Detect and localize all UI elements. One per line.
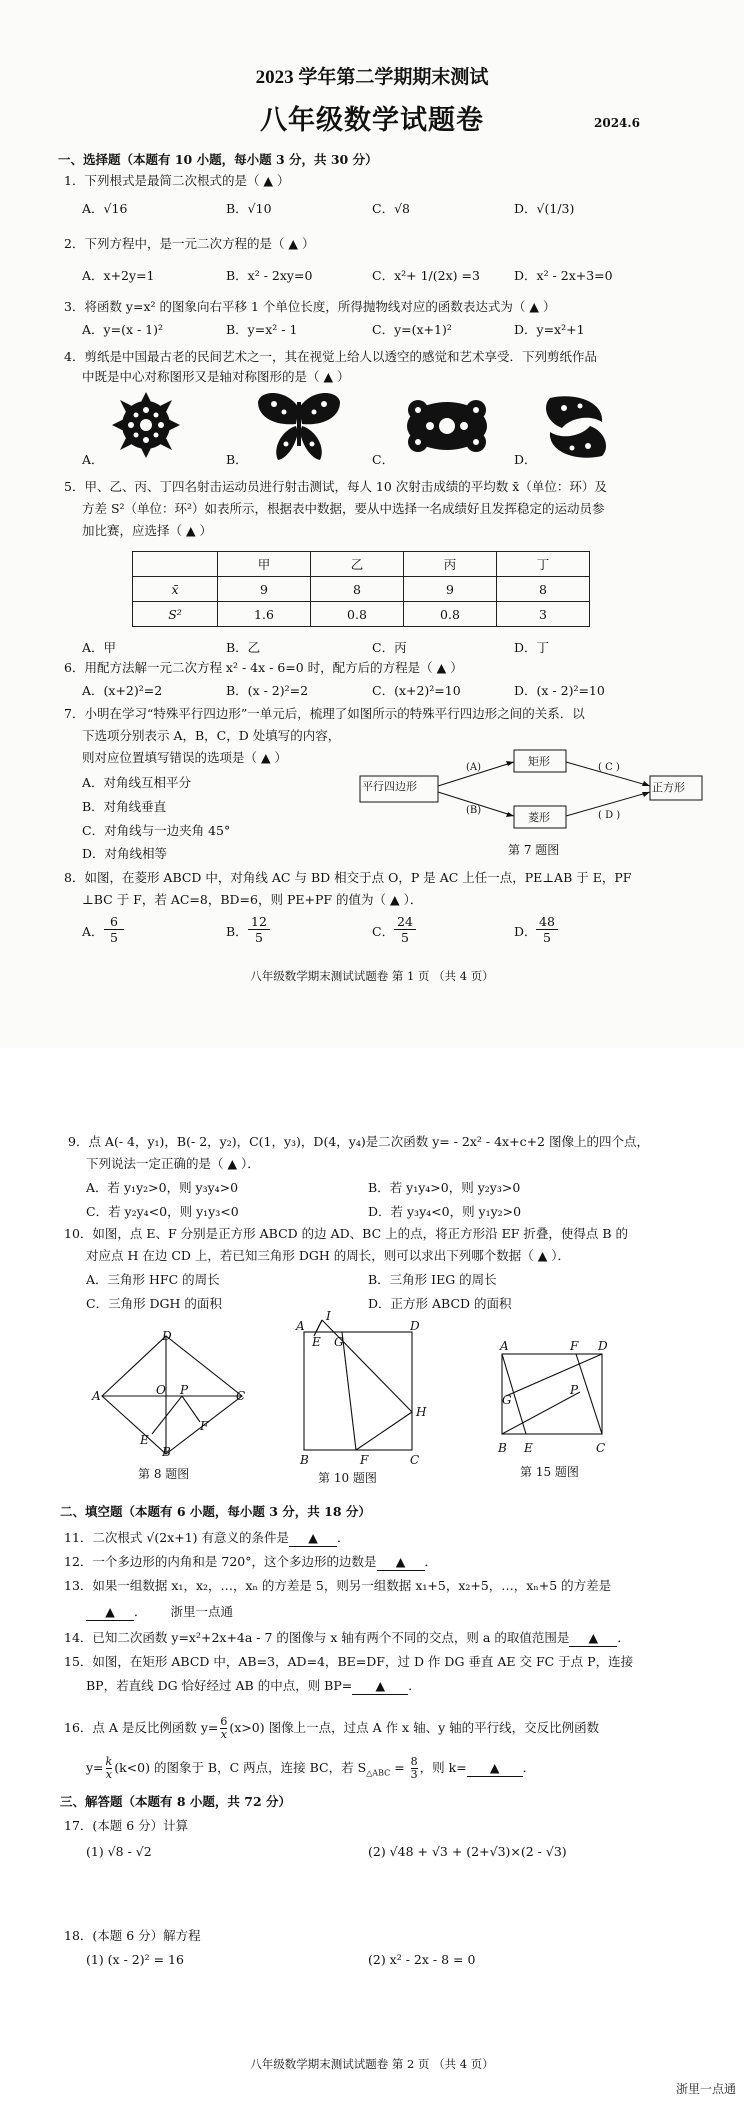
fig15-label-g: G — [502, 1393, 512, 1407]
q16-stem-line1b: (x>0) 图像上一点，过点 A 作 x 轴、y 轴的平行线，交反比例函数 — [229, 1720, 600, 1735]
q11-answer-blank[interactable]: ▲ — [289, 1530, 337, 1547]
q7-option-d: D．对角线相等 — [82, 846, 168, 861]
fig15-label-b: B — [498, 1441, 507, 1455]
q8-option-a — [82, 924, 104, 940]
q5-table-cell: 丙 — [404, 552, 497, 577]
q8-option-d — [514, 924, 537, 940]
q18-stem: 18．(本题 6 分）解方程 — [64, 1928, 201, 1943]
q11-end: ． — [337, 1530, 350, 1545]
q12-end: ． — [424, 1554, 438, 1569]
q2-option-a: A．x+2y=1 — [82, 268, 155, 283]
fig8-label-f: F — [200, 1419, 209, 1433]
fig8-label-c: C — [236, 1389, 246, 1403]
q2-stem: 2．下列方程中，是一元二次方程的是（ ▲ ） — [64, 236, 315, 251]
q8-option-b — [226, 924, 248, 940]
q3-option-d: D．y=x²+1 — [514, 322, 585, 337]
fraction-numerator: 12 — [248, 914, 270, 930]
q5-table-cell: 3 — [497, 602, 590, 627]
fig8-label-a: A — [92, 1389, 101, 1403]
q5-table-cell: 丁 — [497, 552, 590, 577]
fig10-label-g: G — [334, 1335, 344, 1349]
q11-line — [64, 1530, 350, 1547]
q5-table-cell: x̄ — [133, 577, 218, 602]
q5-table-cell: 0.8 — [311, 602, 404, 627]
fig15-label-f: F — [570, 1339, 579, 1353]
q5-table-cell: 8 — [311, 577, 404, 602]
q16-fraction-2 — [106, 1756, 113, 1781]
fig15-label-e: E — [524, 1441, 533, 1455]
q4-stem-line2: 中既是中心对称图形又是轴对称图形的是（ ▲ ） — [82, 369, 350, 384]
q7-option-b: B．对角线垂直 — [82, 799, 167, 814]
fig15-label-d: D — [598, 1339, 608, 1353]
q6-option-c: C．(x+2)²=10 — [372, 683, 461, 698]
q3-stem: 3．将函数 y=x² 的图象向右平移 1 个单位长度，所得抛物线对应的函数表达式为（ ▲ ） — [64, 299, 556, 314]
q16-fraction-1 — [220, 1716, 227, 1741]
q2-option-b: B．x² - 2xy=0 — [226, 268, 313, 283]
q5-table-cell: 0.8 — [404, 602, 497, 627]
q1-option-c: C．√8 — [372, 201, 410, 216]
papercut-b-butterfly-image — [256, 388, 342, 464]
fig15-label-p: P — [570, 1383, 579, 1397]
papercut-d-image — [540, 392, 612, 462]
q5-option-d: D．丁 — [514, 640, 550, 655]
q16-answer-blank[interactable]: ▲ — [467, 1760, 523, 1777]
q11-stem: 11．二次根式 √(2x+1) 有意义的条件是 — [64, 1530, 290, 1545]
q8-stem-line2: ⊥BC 于 F，若 AC=8，BD=6，则 PE+PF 的值为（ ▲ ）． — [82, 892, 423, 907]
q13-answer-blank[interactable]: ▲ — [86, 1604, 134, 1621]
q18-part1: (1) (x - 2)² = 16 — [86, 1952, 184, 1967]
page1-footer: 八年级数学期末测试试题卷 第 1 页 （共 4 页） — [250, 969, 494, 983]
q13-line2 — [86, 1604, 233, 1621]
q4-option-b: B． — [226, 452, 248, 467]
q3-option-c: C．y=(x+1)² — [372, 322, 452, 337]
q10-stem-line2: 对应点 H 在边 CD 上，若已知三角形 DGH 的周长，则可以求出下列哪个数据（ ▲ ）． — [86, 1248, 571, 1263]
q9-stem-line2: 下列说法一定正确的是（ ▲ ）． — [86, 1156, 260, 1171]
q4-option-c: C． — [372, 452, 395, 467]
q10-option-b: B．三角形 IEG 的周长 — [368, 1272, 497, 1287]
q5-table-cell: 8 — [497, 577, 590, 602]
exam-date: 2024.6 — [594, 116, 640, 130]
fig8-label-e: E — [140, 1433, 149, 1447]
q8-option-letter: A． — [82, 924, 104, 939]
fig10-label-d: D — [410, 1319, 420, 1333]
fig8-label-b: B — [162, 1445, 171, 1459]
fraction-numerator: k — [105, 1755, 113, 1768]
q8-option-letter: B． — [226, 924, 248, 939]
exam-page-2 — [0, 1048, 744, 2104]
q15-line2 — [86, 1678, 421, 1695]
q5-stem-line3: 加比赛，应选择（ ▲ ） — [82, 523, 213, 538]
q13-end: ． — [134, 1604, 147, 1619]
q14-answer-blank[interactable]: ▲ — [569, 1630, 617, 1647]
q8-stem-line1: 8．如图，在菱形 ABCD 中，对角线 AC 与 BD 相交于点 O，P 是 AC 上任一点，PE⊥AB 于 E，PF — [64, 870, 632, 885]
fraction-numerator: 6 — [220, 1715, 228, 1728]
q12-stem: 12．一个多边形的内角和是 720°，这个多边形的边数是 — [64, 1554, 377, 1569]
q4-option-d: D． — [514, 452, 537, 467]
q9-option-d: D．若 y₃y₄<0，则 y₁y₂>0 — [368, 1204, 522, 1219]
fraction-numerator: 24 — [394, 914, 416, 930]
fig10-label-i: I — [326, 1309, 331, 1323]
fig10-label-f: F — [360, 1453, 369, 1467]
fig15-caption: 第 15 题图 — [520, 1465, 579, 1479]
q3-option-a: A．y=(x - 1)² — [82, 322, 163, 337]
q15-answer-blank[interactable]: ▲ — [352, 1678, 408, 1695]
q14-end: ． — [617, 1630, 630, 1645]
q1-option-b: B．√10 — [226, 201, 272, 216]
q6-option-a: A．(x+2)²=2 — [82, 683, 163, 698]
fraction-denominator: 5 — [401, 930, 409, 945]
q7-figure-caption: 第 7 题图 — [508, 843, 560, 857]
q8-option-letter: C． — [372, 924, 395, 939]
q5-option-c: C．丙 — [372, 640, 407, 655]
q18-part2: (2) x² - 2x - 8 = 0 — [368, 1952, 476, 1967]
q8-option-a-fraction — [104, 914, 124, 945]
fig10-caption: 第 10 题图 — [318, 1471, 377, 1485]
fig10-label-h: H — [416, 1405, 427, 1419]
fraction-numerator: 48 — [536, 914, 558, 930]
q16-stem-line2c: = — [390, 1760, 409, 1775]
fraction-numerator: 8 — [410, 1755, 418, 1768]
fig8-caption: 第 8 题图 — [138, 1467, 190, 1481]
fig10-label-a: A — [296, 1319, 305, 1333]
q8-option-d-fraction — [536, 914, 558, 945]
q10-option-a: A．三角形 HFC 的周长 — [86, 1272, 220, 1287]
q4-option-a: A． — [82, 452, 104, 467]
q5-table-cell: S² — [133, 602, 218, 627]
q8-option-c — [372, 924, 394, 940]
section1-heading: 一、选择题（本题有 10 小题，每小题 3 分，共 30 分） — [58, 152, 378, 167]
q17-part1: (1) √8 - √2 — [86, 1844, 152, 1859]
q5-table-mean-row — [133, 577, 590, 602]
q16-line1 — [64, 1716, 599, 1741]
q16-stem-line2b: (k<0) 的图象于 B，C 两点，连接 BC，若 S — [114, 1760, 367, 1775]
papercut-a-image — [108, 390, 184, 460]
q5-data-table — [132, 551, 590, 627]
q5-table-cell: 9 — [404, 577, 497, 602]
q7-rectangle-label: 矩形 — [528, 755, 550, 768]
fig10-label-e: E — [312, 1335, 321, 1349]
fig15-rectangle-diagram — [498, 1348, 608, 1440]
q6-option-b: B．(x - 2)²=2 — [226, 683, 309, 698]
q13-inline-watermark: 浙里一点通 — [170, 1604, 234, 1619]
q8-option-letter: D． — [514, 924, 537, 939]
q16-stem-line2a: y= — [86, 1760, 104, 1775]
fraction-denominator: x — [105, 1768, 112, 1781]
section2-heading: 二、填空题（本题有 6 小题，每小题 3 分，共 18 分） — [60, 1504, 371, 1519]
q14-stem: 14．已知二次函数 y=x²+2x+4a - 7 的图像与 x 轴有两个不同的交点，则 a 的取值范围是 — [64, 1630, 570, 1645]
fig15-label-c: C — [596, 1441, 606, 1455]
q9-option-b: B．若 y₁y₄>0，则 y₂y₃>0 — [368, 1180, 521, 1195]
section3-heading: 三、解答题（本题有 8 小题，共 72 分） — [60, 1794, 292, 1809]
q17-part2: (2) √48 + √3 + (2+√3)×(2 - √3) — [368, 1844, 567, 1859]
q14-line — [64, 1630, 630, 1647]
q7-stem-line3: 则对应位置填写错误的选项是（ ▲ ） — [82, 750, 288, 765]
q15-stem-line1: 15．如图，在矩形 ABCD 中，AB=3，AD=4，BE=DF，过 D 作 DG 垂直 AE 交 FC 于点 P，连接 — [64, 1654, 634, 1669]
q13-stem-line1: 13．如果一组数据 x₁，x₂，…，xₙ 的方差是 5，则另一组数据 x₁+5，x₂+5，…，xₙ+5 的方差是 — [64, 1578, 612, 1593]
q15-stem-line2: BP，若直线 DG 恰好经过 AB 的中点，则 BP= — [86, 1678, 353, 1693]
q1-stem: 1．下列根式是最简二次根式的是（ ▲ ） — [64, 173, 290, 188]
fraction-denominator: 5 — [255, 930, 263, 945]
q8-option-b-fraction — [248, 914, 270, 945]
q7-arrow-label-c: ( C ) — [598, 762, 620, 773]
q16-line2 — [86, 1756, 535, 1782]
exam-page-1 — [0, 0, 744, 1048]
q10-option-c: C．三角形 DGH 的面积 — [86, 1296, 222, 1311]
fig15-label-a: A — [500, 1339, 509, 1353]
q16-subscript: △ABC — [366, 1768, 391, 1778]
q5-table-cell — [133, 552, 218, 577]
q1-option-d: D．√(1/3) — [514, 201, 575, 216]
q2-option-c: C．x²+ 1/(2x) =3 — [372, 268, 480, 283]
q7-stem-line1: 7．小明在学习“特殊平行四边形”一单元后，梳理了如图所示的特殊平行四边形之间的关系．以 — [64, 706, 585, 721]
q16-fraction-3 — [411, 1756, 418, 1781]
q3-option-b: B．y=x² - 1 — [226, 322, 298, 337]
q7-arrow-label-b: (B) — [466, 805, 482, 816]
corner-watermark: 浙里一点通 — [675, 2082, 736, 2096]
q15-end: ． — [408, 1678, 421, 1693]
papercut-c-image — [404, 396, 490, 456]
q17-stem: 17．(本题 6 分）计算 — [64, 1818, 189, 1833]
q7-option-c: C．对角线与一边夹角 45° — [82, 823, 231, 838]
fig10-label-c: C — [410, 1453, 420, 1467]
q5-stem-line1: 5．甲、乙、丙、丁四名射击运动员进行射击测试，每人 10 次射击成绩的平均数 x̄（单位：环）及 — [64, 479, 607, 494]
q6-option-d: D．(x - 2)²=10 — [514, 683, 605, 698]
fraction-denominator: 3 — [410, 1768, 418, 1781]
fig8-rhombus-diagram — [92, 1330, 252, 1460]
q10-option-d: D．正方形 ABCD 的面积 — [368, 1296, 512, 1311]
q5-table-cell: 甲 — [218, 552, 311, 577]
q16-stem-line1a: 16．点 A 是反比例函数 y= — [64, 1720, 219, 1735]
q5-option-a: A．甲 — [82, 640, 117, 655]
q7-rhombus-label: 菱形 — [528, 811, 550, 824]
exam-title-line1: 2023 学年第二学期期末测试 — [255, 67, 489, 88]
page2-footer: 八年级数学期末测试试题卷 第 2 页 （共 4 页） — [250, 2057, 494, 2071]
q7-arrow-label-d: ( D ) — [598, 810, 621, 821]
q10-stem-line1: 10．如图，点 E、F 分别是正方形 ABCD 的边 AD、BC 上的点，将正方形沿 EF 折叠，使得点 B 的 — [64, 1226, 628, 1241]
q5-table-cell: 1.6 — [218, 602, 311, 627]
q5-option-b: B．乙 — [226, 640, 261, 655]
q9-stem-line1: 9．点 A(- 4，y₁)，B(- 2，y₂)，C(1，y₃)，D(4，y₄)是二次函数 y= - 2x² - 4x+c+2 图像上的四个点， — [68, 1134, 649, 1149]
q1-option-a: A．√16 — [82, 201, 128, 216]
q12-answer-blank[interactable]: ▲ — [377, 1554, 425, 1571]
q2-option-d: D．x² - 2x+3=0 — [514, 268, 613, 283]
q4-stem-line1: 4．剪纸是中国最古老的民间艺术之一，其在视觉上给人以透空的感觉和艺术享受．下列剪纸作品 — [64, 349, 597, 364]
q9-option-c: C．若 y₂y₄<0，则 y₁y₃<0 — [86, 1204, 239, 1219]
q6-stem: 6．用配方法解一元二次方程 x² - 4x - 6=0 时，配方后的方程是（ ▲ ） — [64, 660, 463, 675]
q8-option-c-fraction — [394, 914, 416, 945]
q7-stem-line2: 下选项分别表示 A，B，C，D 处填写的内容， — [82, 728, 341, 743]
fraction-denominator: 5 — [110, 930, 118, 945]
q5-table-cell: 9 — [218, 577, 311, 602]
q9-option-a: A．若 y₁y₂>0，则 y₃y₄>0 — [86, 1180, 239, 1195]
fraction-denominator: x — [220, 1728, 227, 1741]
q7-square-label: 正方形 — [652, 781, 685, 794]
q7-parallelogram-label: 平行四边形 — [362, 780, 417, 793]
q5-table-header-row — [133, 552, 590, 577]
q5-stem-line2: 方差 S²（单位：环²）如表所示，根据表中数据，要从中选择一名成绩好且发挥稳定的运动员参 — [82, 501, 605, 516]
q7-arrow-label-a: (A) — [466, 762, 482, 773]
fig8-label-d: D — [162, 1329, 172, 1343]
fraction-numerator: 6 — [104, 914, 124, 930]
fraction-denominator: 5 — [543, 930, 551, 945]
exam-title-line2: 八年级数学试题卷 — [260, 105, 484, 135]
fig8-label-p: P — [180, 1383, 189, 1397]
q16-end: ． — [522, 1760, 536, 1775]
q5-table-variance-row — [133, 602, 590, 627]
q5-table-cell: 乙 — [311, 552, 404, 577]
q16-stem-line2d: ，则 k= — [419, 1760, 467, 1775]
q12-line — [64, 1554, 437, 1571]
fig8-label-o: O — [156, 1383, 166, 1397]
q7-option-a: A．对角线互相平分 — [82, 775, 192, 790]
fig10-label-b: B — [300, 1453, 309, 1467]
